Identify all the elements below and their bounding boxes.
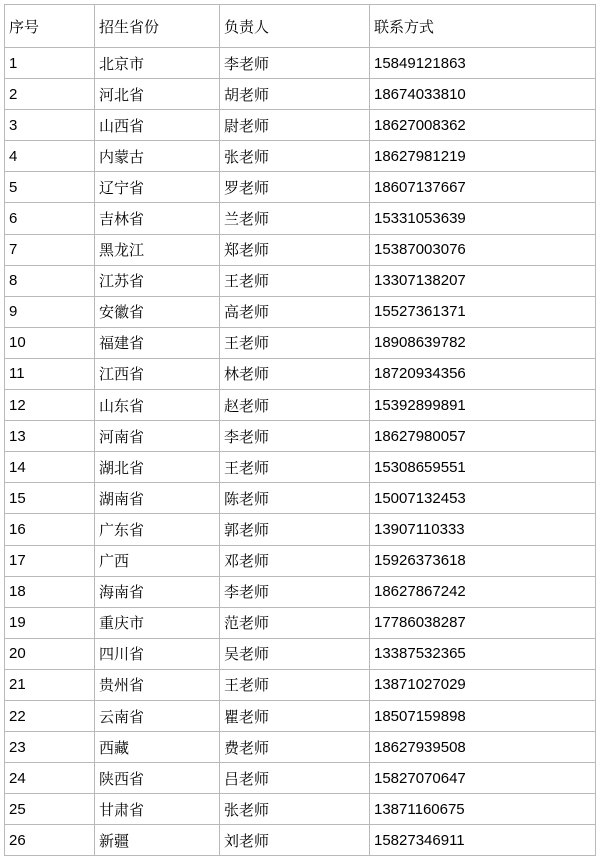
row-province: 江苏省 <box>95 265 220 296</box>
row-phone: 18674033810 <box>370 79 596 110</box>
row-index: 7 <box>5 234 95 265</box>
row-contact-person: 吕老师 <box>220 763 370 794</box>
row-index: 17 <box>5 545 95 576</box>
row-index: 9 <box>5 296 95 327</box>
header-row <box>5 5 596 48</box>
row-phone: 18627980057 <box>370 421 596 452</box>
row-index: 13 <box>5 421 95 452</box>
table-row <box>5 638 596 669</box>
row-contact-person: 高老师 <box>220 296 370 327</box>
row-phone: 15387003076 <box>370 234 596 265</box>
row-province: 广东省 <box>95 514 220 545</box>
table-row <box>5 825 596 856</box>
table-row <box>5 700 596 731</box>
row-index: 11 <box>5 358 95 389</box>
row-contact-person: 王老师 <box>220 669 370 700</box>
row-index: 25 <box>5 794 95 825</box>
row-contact-person: 胡老师 <box>220 79 370 110</box>
table-row <box>5 514 596 545</box>
row-index: 22 <box>5 700 95 731</box>
row-phone: 18627939508 <box>370 732 596 763</box>
row-phone: 13907110333 <box>370 514 596 545</box>
row-contact-person: 李老师 <box>220 421 370 452</box>
row-phone: 18627981219 <box>370 141 596 172</box>
table-row <box>5 327 596 358</box>
row-province: 安徽省 <box>95 296 220 327</box>
row-index: 18 <box>5 576 95 607</box>
row-province: 江西省 <box>95 358 220 389</box>
contacts-table <box>4 4 596 856</box>
row-index: 23 <box>5 732 95 763</box>
row-province: 重庆市 <box>95 607 220 638</box>
row-index: 1 <box>5 48 95 79</box>
table-row <box>5 732 596 763</box>
row-contact-person: 范老师 <box>220 607 370 638</box>
row-index: 10 <box>5 327 95 358</box>
row-province: 北京市 <box>95 48 220 79</box>
row-province: 山西省 <box>95 110 220 141</box>
table-body <box>5 48 596 856</box>
row-phone: 15827070647 <box>370 763 596 794</box>
row-index: 19 <box>5 607 95 638</box>
row-contact-person: 李老师 <box>220 48 370 79</box>
row-contact-person: 邓老师 <box>220 545 370 576</box>
row-phone: 15308659551 <box>370 452 596 483</box>
table-row <box>5 48 596 79</box>
row-province: 四川省 <box>95 638 220 669</box>
row-province: 贵州省 <box>95 669 220 700</box>
row-contact-person: 兰老师 <box>220 203 370 234</box>
row-phone: 18627867242 <box>370 576 596 607</box>
row-index: 16 <box>5 514 95 545</box>
table-row <box>5 763 596 794</box>
row-index: 14 <box>5 452 95 483</box>
table-row <box>5 172 596 203</box>
table-row <box>5 265 596 296</box>
row-contact-person: 王老师 <box>220 327 370 358</box>
row-province: 福建省 <box>95 327 220 358</box>
row-contact-person: 林老师 <box>220 358 370 389</box>
table-row <box>5 545 596 576</box>
row-province: 吉林省 <box>95 203 220 234</box>
row-phone: 17786038287 <box>370 607 596 638</box>
table-row <box>5 794 596 825</box>
table-row <box>5 110 596 141</box>
table-row <box>5 358 596 389</box>
row-phone: 13871027029 <box>370 669 596 700</box>
row-contact-person: 张老师 <box>220 794 370 825</box>
row-phone: 18627008362 <box>370 110 596 141</box>
row-contact-person: 王老师 <box>220 452 370 483</box>
row-index: 24 <box>5 763 95 794</box>
row-province: 辽宁省 <box>95 172 220 203</box>
row-province: 陕西省 <box>95 763 220 794</box>
row-contact-person: 郑老师 <box>220 234 370 265</box>
row-province: 甘肃省 <box>95 794 220 825</box>
row-contact-person: 费老师 <box>220 732 370 763</box>
row-phone: 15331053639 <box>370 203 596 234</box>
row-contact-person: 赵老师 <box>220 390 370 421</box>
table-row <box>5 452 596 483</box>
header-phone: 联系方式 <box>370 5 596 48</box>
row-index: 12 <box>5 390 95 421</box>
row-contact-person: 瞿老师 <box>220 700 370 731</box>
row-contact-person: 吴老师 <box>220 638 370 669</box>
row-index: 5 <box>5 172 95 203</box>
row-index: 6 <box>5 203 95 234</box>
table-row <box>5 576 596 607</box>
row-phone: 15926373618 <box>370 545 596 576</box>
row-province: 西藏 <box>95 732 220 763</box>
row-province: 山东省 <box>95 390 220 421</box>
row-province: 内蒙古 <box>95 141 220 172</box>
header-index: 序号 <box>5 5 95 48</box>
row-phone: 18607137667 <box>370 172 596 203</box>
row-phone: 15849121863 <box>370 48 596 79</box>
row-index: 8 <box>5 265 95 296</box>
row-contact-person: 李老师 <box>220 576 370 607</box>
row-phone: 15527361371 <box>370 296 596 327</box>
table-row <box>5 421 596 452</box>
header-province: 招生省份 <box>95 5 220 48</box>
row-phone: 18507159898 <box>370 700 596 731</box>
row-phone: 15392899891 <box>370 390 596 421</box>
row-province: 海南省 <box>95 576 220 607</box>
row-province: 湖南省 <box>95 483 220 514</box>
row-index: 15 <box>5 483 95 514</box>
row-index: 4 <box>5 141 95 172</box>
row-contact-person: 刘老师 <box>220 825 370 856</box>
row-province: 河北省 <box>95 79 220 110</box>
table-row <box>5 607 596 638</box>
table-header <box>5 5 596 48</box>
row-index: 2 <box>5 79 95 110</box>
table-row <box>5 234 596 265</box>
row-phone: 18720934356 <box>370 358 596 389</box>
header-contact-person: 负责人 <box>220 5 370 48</box>
row-province: 黑龙江 <box>95 234 220 265</box>
row-contact-person: 陈老师 <box>220 483 370 514</box>
row-contact-person: 罗老师 <box>220 172 370 203</box>
row-index: 3 <box>5 110 95 141</box>
row-contact-person: 王老师 <box>220 265 370 296</box>
row-province: 云南省 <box>95 700 220 731</box>
row-phone: 13387532365 <box>370 638 596 669</box>
row-province: 河南省 <box>95 421 220 452</box>
row-phone: 15827346911 <box>370 825 596 856</box>
row-province: 湖北省 <box>95 452 220 483</box>
row-phone: 18908639782 <box>370 327 596 358</box>
table-row <box>5 141 596 172</box>
table-row <box>5 669 596 700</box>
row-phone: 15007132453 <box>370 483 596 514</box>
table-row <box>5 203 596 234</box>
row-index: 20 <box>5 638 95 669</box>
row-phone: 13307138207 <box>370 265 596 296</box>
row-index: 26 <box>5 825 95 856</box>
table-row <box>5 296 596 327</box>
row-contact-person: 郭老师 <box>220 514 370 545</box>
row-contact-person: 张老师 <box>220 141 370 172</box>
table-row <box>5 483 596 514</box>
row-phone: 13871160675 <box>370 794 596 825</box>
row-province: 新疆 <box>95 825 220 856</box>
table-row <box>5 79 596 110</box>
row-province: 广西 <box>95 545 220 576</box>
table-row <box>5 390 596 421</box>
row-contact-person: 尉老师 <box>220 110 370 141</box>
row-index: 21 <box>5 669 95 700</box>
